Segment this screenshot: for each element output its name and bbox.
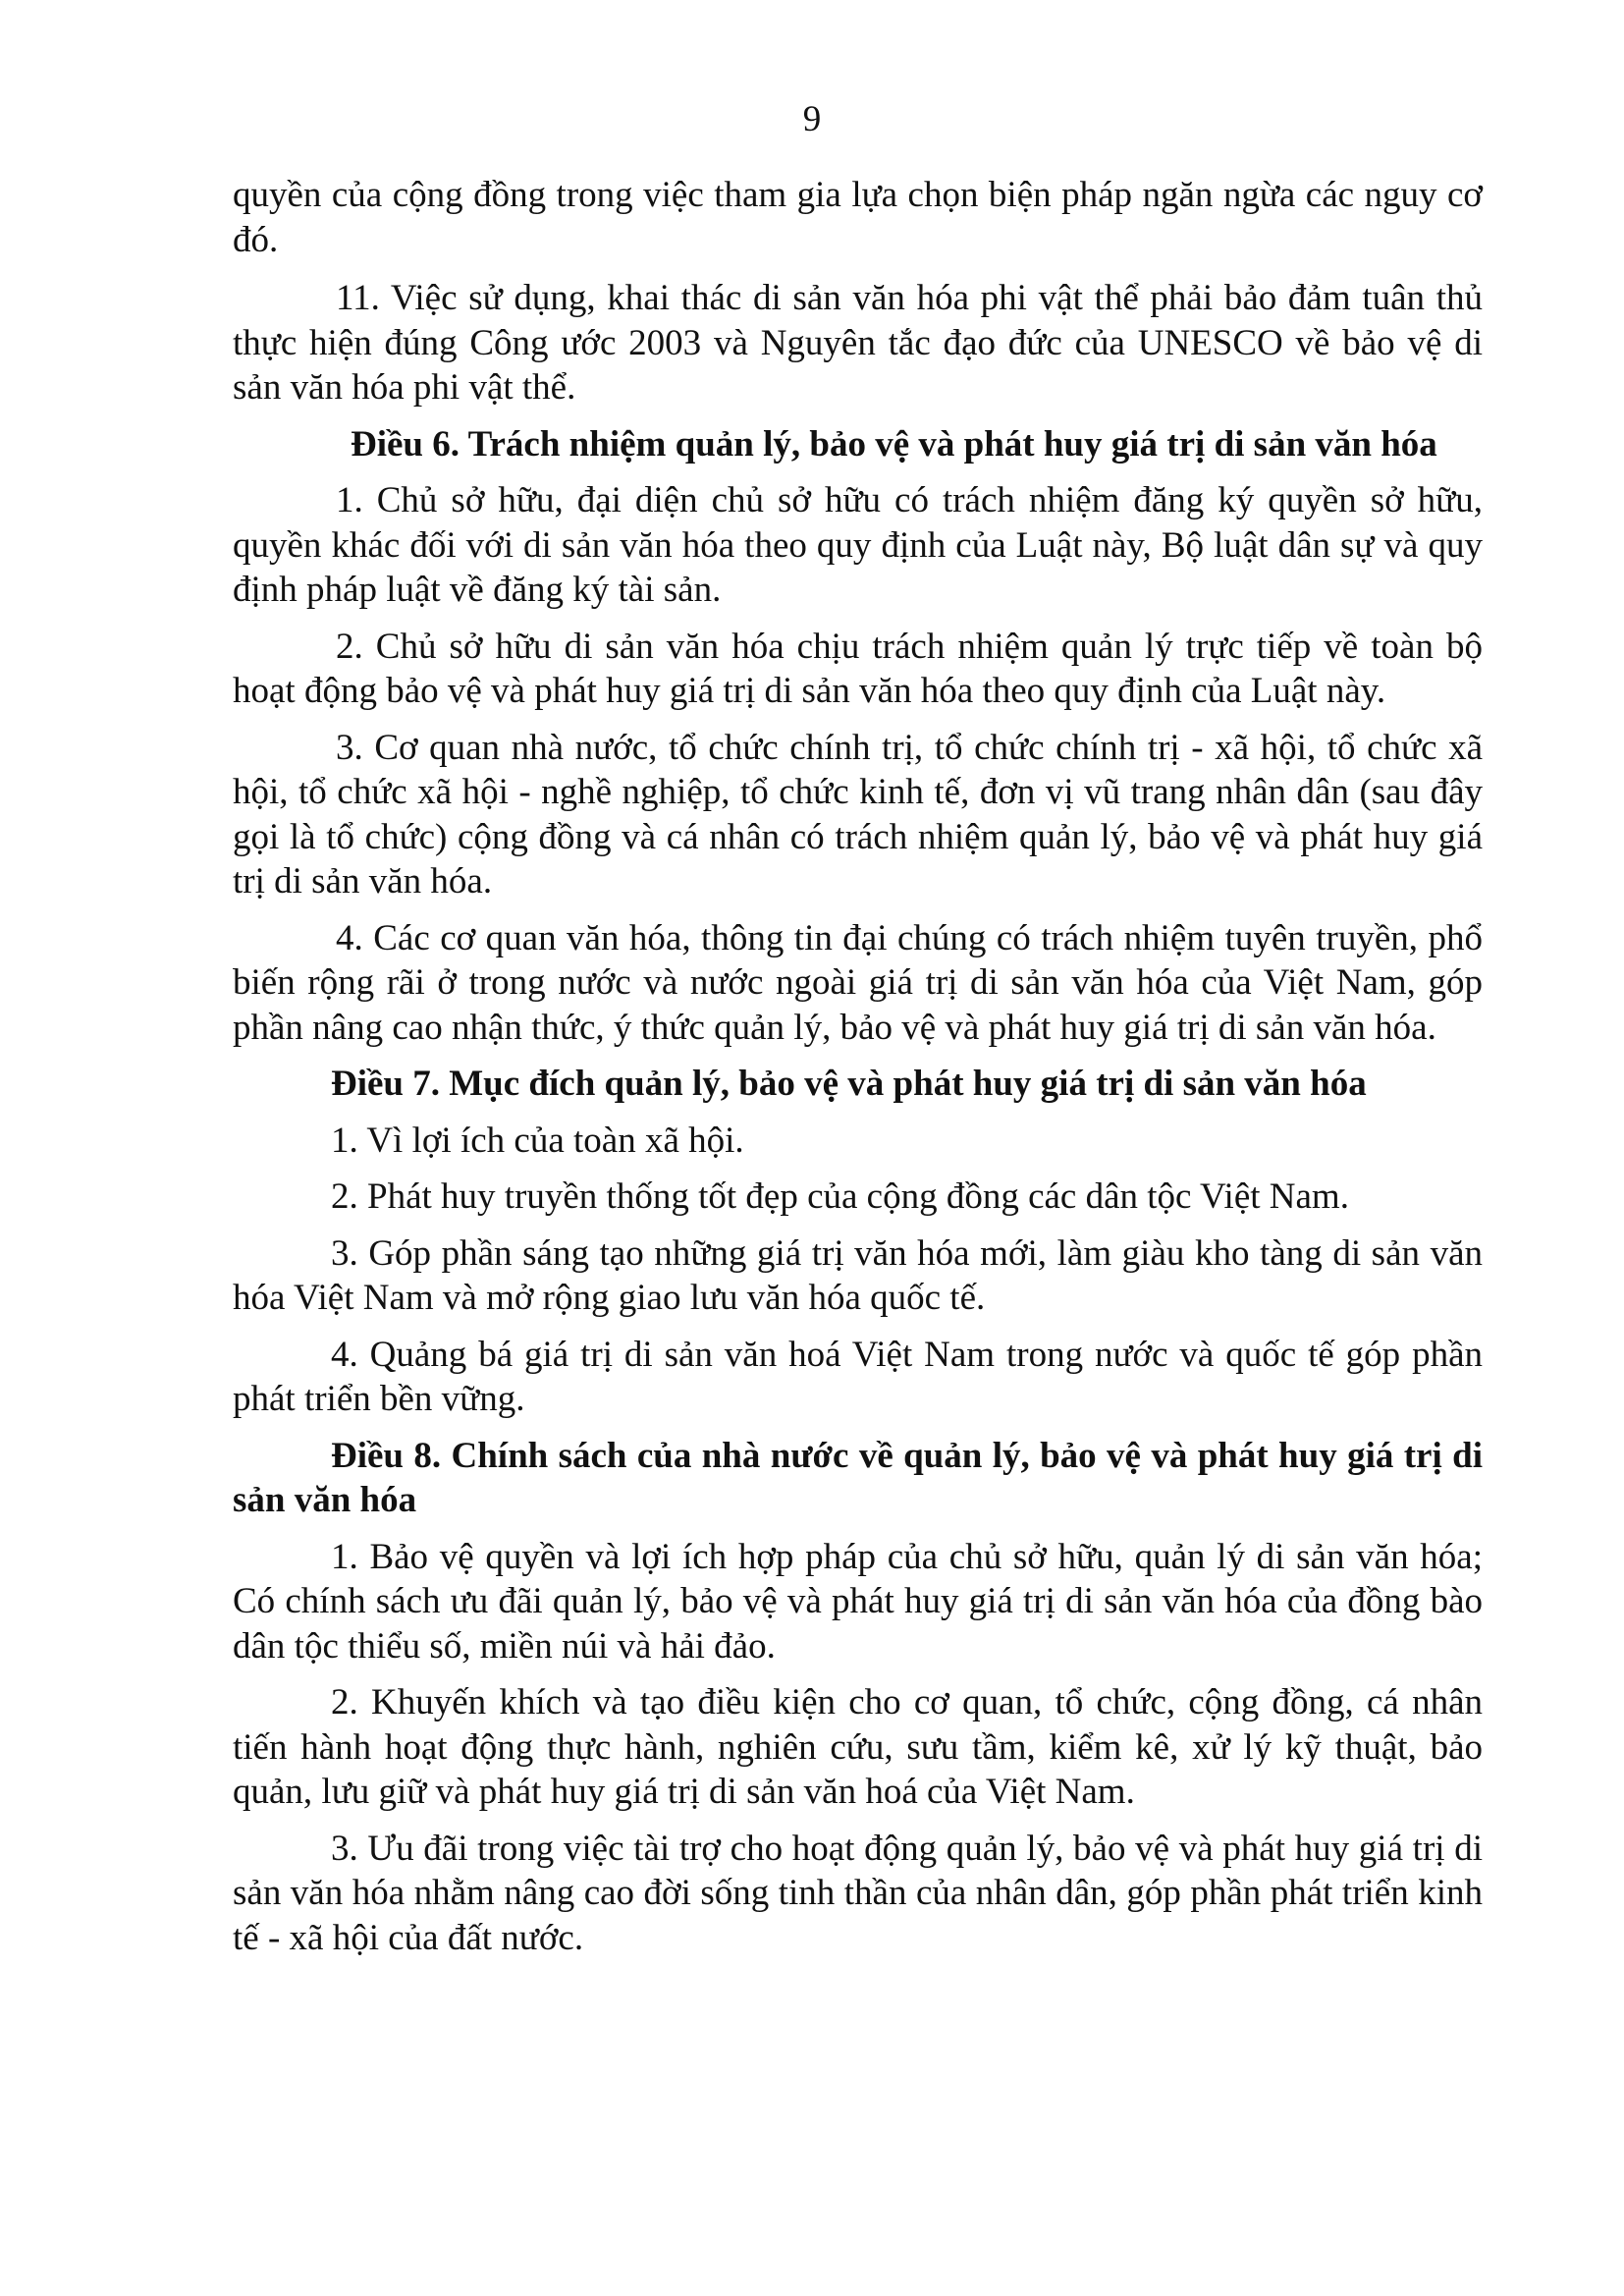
article-6-clause-1: 1. Chủ sở hữu, đại diện chủ sở hữu có trách nhiệm đăng ký quyền sở hữu, quyền khác đối với di sản văn hóa theo quy định của Luật này, Bộ luật dân sự và quy định pháp luật về đăng ký tài sản.	[233, 480, 1483, 610]
article-7-clause-2: 2. Phát huy truyền thống tốt đẹp của cộng đồng các dân tộc Việt Nam.	[331, 1176, 1349, 1217]
continued-paragraph: quyền của cộng đồng trong việc tham gia lựa chọn biện pháp ngăn ngừa các nguy cơ đó.	[233, 175, 1483, 260]
article-8-heading: Điều 8. Chính sách của nhà nước về quản lý, bảo vệ và phát huy giá trị di sản văn hóa	[233, 1435, 1483, 1520]
page-number: 9	[802, 99, 822, 139]
clause-11: 11. Việc sử dụng, khai thác di sản văn hóa phi vật thể phải bảo đảm tuân thủ thực hiện đúng Công ước 2003 và Nguyên tắc đạo đức của UNESCO về bảo vệ di sản văn hóa phi vật thể.	[233, 278, 1483, 408]
article-6-clause-4: 4. Các cơ quan văn hóa, thông tin đại chúng có trách nhiệm tuyên truyền, phổ biến rộng rãi ở trong nước và nước ngoài giá trị di sản văn hóa của Việt Nam, góp phần nâng cao nhận thức, ý thức quản lý, bảo vệ và phát huy giá trị di sản văn hóa.	[233, 917, 1483, 1048]
article-7-clause-4: 4. Quảng bá giá trị di sản văn hoá Việt Nam trong nước và quốc tế góp phần phát triển bền vững.	[233, 1334, 1483, 1419]
article-7-clause-1: 1. Vì lợi ích của toàn xã hội.	[331, 1120, 744, 1161]
article-6-clause-3: 3. Cơ quan nhà nước, tổ chức chính trị, tổ chức chính trị - xã hội, tổ chức xã hội, tổ chức xã hội - nghề nghiệp, tổ chức kinh tế, đơn vị vũ trang nhân dân (sau đây gọi là tổ chức) cộng đồng và cá nhân có trách nhiệm quản lý, bảo vệ và phát huy giá trị di sản văn hóa.	[233, 727, 1483, 902]
article-8-clause-1: 1. Bảo vệ quyền và lợi ích hợp pháp của chủ sở hữu, quản lý di sản văn hóa; Có chính sách ưu đãi quản lý, bảo vệ và phát huy giá trị di sản văn hóa của đồng bào dân tộc thiểu số, miền núi và hải đảo.	[233, 1536, 1483, 1667]
article-7-heading: Điều 7. Mục đích quản lý, bảo vệ và phát huy giá trị di sản văn hóa	[331, 1064, 1367, 1104]
article-8-clause-2: 2. Khuyến khích và tạo điều kiện cho cơ quan, tổ chức, cộng đồng, cá nhân tiến hành hoạt động thực hành, nghiên cứu, sưu tầm, kiểm kê, xử lý kỹ thuật, bảo quản, lưu giữ và phát huy giá trị di sản văn hoá của Việt Nam.	[233, 1682, 1483, 1812]
article-6-clause-2: 2. Chủ sở hữu di sản văn hóa chịu trách nhiệm quản lý trực tiếp về toàn bộ hoạt động bảo vệ và phát huy giá trị di sản văn hóa theo quy định của Luật này.	[233, 626, 1483, 711]
article-8-clause-3: 3. Ưu đãi trong việc tài trợ cho hoạt động quản lý, bảo vệ và phát huy giá trị di sản văn hóa nhằm nâng cao đời sống tinh thần của nhân dân, góp phần phát triển kinh tế - xã hội của đất nước.	[233, 1828, 1483, 1958]
document-body	[233, 173, 1483, 1960]
article-7-clause-3: 3. Góp phần sáng tạo những giá trị văn hóa mới, làm giàu kho tàng di sản văn hóa Việt Nam và mở rộng giao lưu văn hóa quốc tế.	[233, 1232, 1483, 1318]
article-6-heading: Điều 6. Trách nhiệm quản lý, bảo vệ và phát huy giá trị di sản văn hóa	[351, 423, 1437, 465]
